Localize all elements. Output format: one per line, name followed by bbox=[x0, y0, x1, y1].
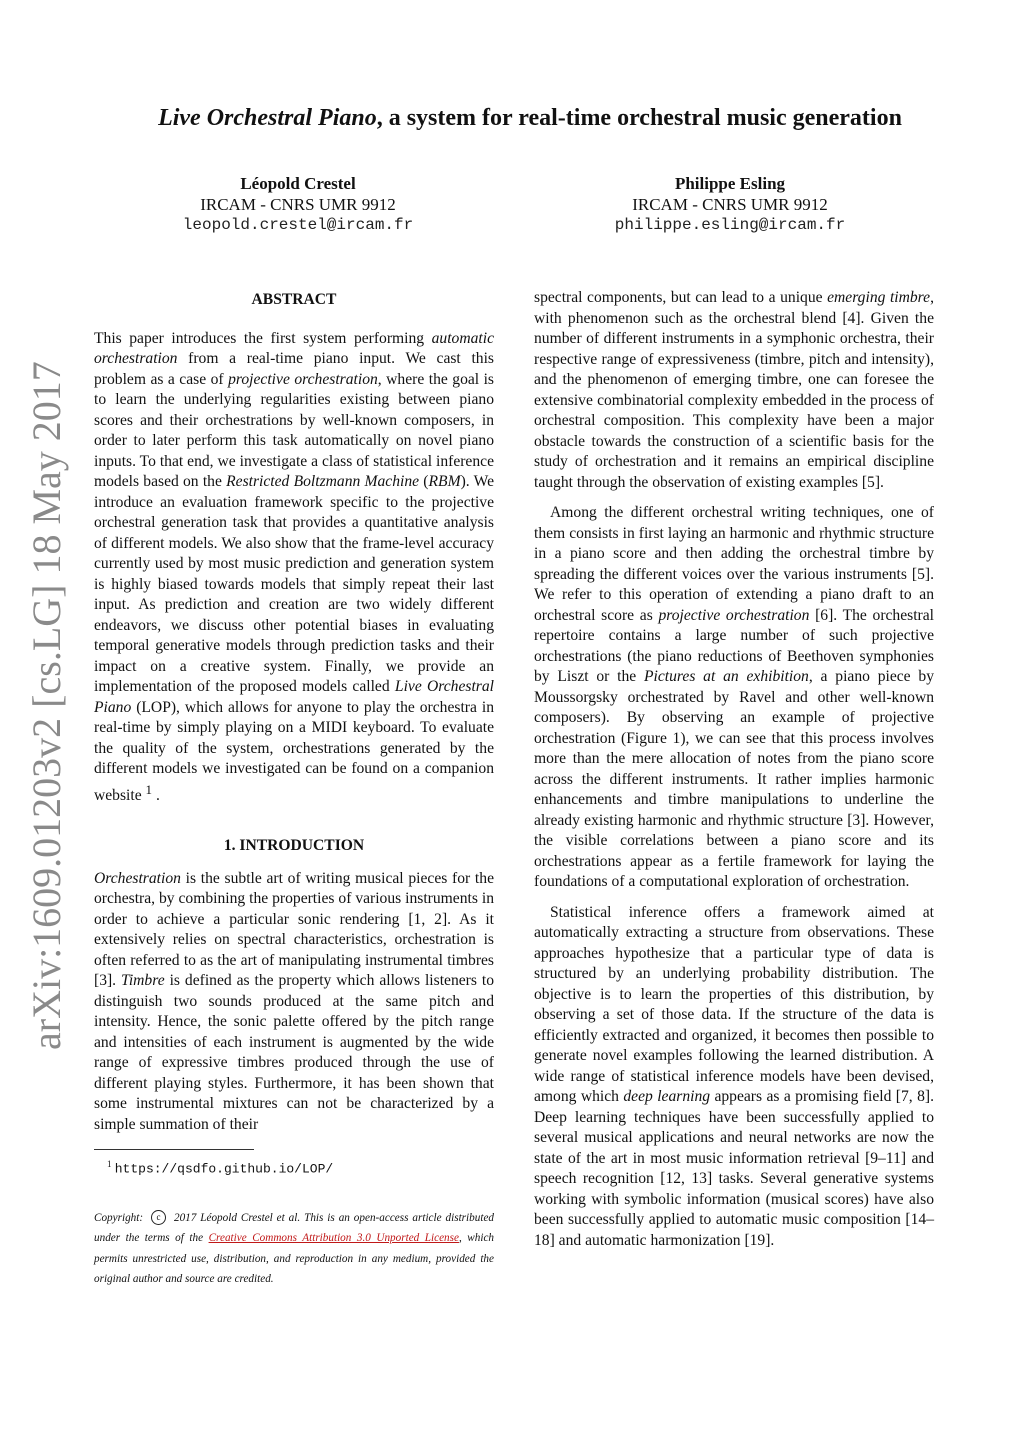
text-run: is defined as the property which allows listeners to distinguish two sounds produced at the same pitch and intensity. Hence, the sonic palette offered by the pitch range and intensities of each instrument is augmented by the wide range of expressive timbres produced through the use of different playing styles. Furthermore, it has been shown that some instrumental mixtures can not be characterized by a simple summation of their bbox=[94, 972, 494, 1133]
footnote-number: 1 bbox=[107, 1159, 112, 1170]
emphasis: Live Orchestral Piano bbox=[94, 678, 494, 716]
text-run: , where the goal is to learn the underlying regularities existing between piano scores and their orchestrations by well-known composers, in order to later perform this task automatically on novel piano inputs. To that end, we investigate a class of statistical inference models based on the bbox=[94, 370, 494, 490]
copyright-label: Copyright: bbox=[94, 1211, 144, 1224]
abstract-paragraph bbox=[94, 329, 494, 807]
text-run: This paper introduces the first system performing bbox=[94, 329, 432, 347]
text-run: spectral components, but can lead to a unique bbox=[534, 289, 828, 306]
body-paragraph bbox=[534, 503, 934, 893]
author-email[interactable]: philippe.esling@ircam.fr bbox=[614, 216, 846, 234]
emphasis: Orchestration bbox=[94, 869, 181, 887]
emphasis: Restricted Boltzmann Machine bbox=[226, 473, 420, 490]
right-column bbox=[534, 288, 934, 1251]
title-italic-part: Live Orchestral Piano bbox=[158, 105, 377, 131]
body-paragraph bbox=[534, 288, 934, 493]
text-run: , a piano piece by Moussorgsky orchestrated by Ravel and other well-known composers). By observing an example of projective orchestration (Figure 1), we can see that this process involves more than the mere allocation of notes from the piano score across the different instruments. It rather implies harmonic enhancements and timbre manipulations to underline the already existing harmonic and rhythmic structure [3]. However, the visible correlations between a piano score and its orchestrations appear as a fertile framework for laying the foundations of a computational exploration of orchestration. bbox=[534, 668, 934, 890]
text-run: ( bbox=[419, 473, 429, 490]
text-run: 2017 Léopold Crestel et al. This is an open-access article distributed under the terms of the bbox=[94, 1211, 495, 1245]
emphasis: RBM bbox=[428, 473, 461, 490]
abstract-heading: ABSTRACT bbox=[251, 291, 337, 308]
emphasis: Timbre bbox=[121, 972, 165, 990]
text-run: , with phenomenon such as the orchestral blend [4]. Given the number of different instruments in a symphonic orchestra, their respective range of expressiveness (timbre, pitch and intensity), and the phenomenon of emerging timbre, one can foresee the extensive combinatorial complexity embedded in the process of orchestral composition. This complexity have been a major obstacle towards the construction of a scientific basis for the study of orchestration and it remains an empirical discipline taught through the observation of existing examples [5]. bbox=[534, 289, 934, 491]
author-affiliation: IRCAM - CNRS UMR 9912 bbox=[632, 195, 828, 214]
emphasis: deep learning bbox=[623, 1088, 711, 1105]
body-paragraph bbox=[534, 903, 934, 1252]
author-name: Léopold Crestel bbox=[240, 174, 356, 193]
title-rest: , a system for real-time orchestral music generation bbox=[376, 105, 902, 131]
text-run: Statistical inference offers a framework aimed at automatically extracting a structure from observations. These approaches hypothesize that a particular type of data is structured by an underlying probability distribution. The objective is to learn the properties of this distribution, by observing a set of those data. If the structure of the data is efficiently extracted and organized, it becomes then possible to generate novel examples following the learned distribution. A wide range of statistical inference models have been devised, among which bbox=[534, 903, 934, 1105]
author-block-1 bbox=[118, 173, 478, 236]
author-name: Philippe Esling bbox=[674, 174, 786, 193]
license-link[interactable]: Creative Commons Attribution 3.0 Unported License bbox=[208, 1232, 459, 1245]
text-run: appears as a promising field [7, 8]. Deep learning techniques have been successfully applied to several musical applications and neural networks are now the state of the art in most music information retrieval [9–11] and speech recognition [12, 13] tasks. Several generative systems working with symbolic information (musical scores) have also been successfully applied to automatic music composition [14–18] and automatic harmonization [19]. bbox=[534, 1088, 934, 1249]
author-block-2 bbox=[550, 173, 910, 236]
text-run: , which permits unrestricted use, distribution, and reproduction in any medium, provided the original author and source are credited. bbox=[94, 1232, 495, 1286]
intro-paragraph bbox=[94, 869, 494, 1136]
emphasis: automatic orchestration bbox=[94, 329, 494, 367]
text-run: from a real-time piano input. We cast this problem as a case of bbox=[94, 350, 494, 388]
text-run: Among the different orchestral writing techniques, one of them consists in first laying an harmonic and rhythmic structure in a piano score and then adding the orchestral timbre by spreading the different voices over the various instruments [5]. We refer to this operation of extending a piano draft to an orchestral score as bbox=[534, 504, 934, 624]
text-run: . bbox=[152, 786, 160, 804]
emphasis: projective orchestration bbox=[228, 370, 378, 388]
emphasis: projective orchestration bbox=[658, 606, 810, 624]
copyright-icon: c bbox=[151, 1210, 166, 1225]
text-run: is the subtle art of writing musical pieces for the orchestra, by combining the properties of various instruments in order to achieve a particular sonic rendering [1, 2]. As it extensively relies on spectral characteristics, orchestration is often referred to as the art of manipulating instrumental timbres [3]. bbox=[94, 869, 494, 990]
text-run: ). We introduce an evaluation framework specific to the projective orchestral generation task that provides a quantitative analysis of different models. We also show that the frame-level accuracy currently used by most music prediction and generation system is highly biased towards models that simply repeat their last input. As prediction and creation are two widely different endeavors, we discuss other potential biases in evaluating temporal generative models through prediction tasks and their impact on a creative system. Finally, we provide an implementation of the proposed models called bbox=[94, 473, 494, 695]
footnote-divider bbox=[94, 1149, 254, 1150]
author-email[interactable]: leopold.crestel@ircam.fr bbox=[182, 216, 414, 234]
author-affiliation: IRCAM - CNRS UMR 9912 bbox=[200, 195, 396, 214]
copyright-notice bbox=[94, 1208, 494, 1290]
text-run: (LOP), which allows for anyone to play the orchestra in real-time by simply playing on a MIDI keyboard. To evaluate the quality of the system, orchestrations generated by the different models we investigated can be found on a companion website bbox=[94, 698, 494, 804]
paper-title bbox=[80, 105, 980, 132]
introduction-heading: 1. INTRODUCTION bbox=[223, 837, 365, 855]
footnote-url[interactable]: https://qsdfo.github.io/LOP/ bbox=[114, 1161, 334, 1177]
emphasis: Pictures at an exhibition bbox=[644, 668, 809, 685]
text-run: [6]. The orchestral repertoire contains a large number of such projective orchestrations (the piano reductions of Beethoven symphonies by Liszt or the bbox=[534, 606, 935, 685]
footnote bbox=[94, 1156, 494, 1177]
emphasis: emerging timbre bbox=[827, 289, 931, 306]
left-column bbox=[94, 288, 494, 1290]
arxiv-identifier-stamp: arXiv:1609.01203v2 [cs.LG] 18 May 2017 bbox=[24, 361, 69, 1050]
footnote-marker[interactable]: 1 bbox=[145, 781, 153, 797]
